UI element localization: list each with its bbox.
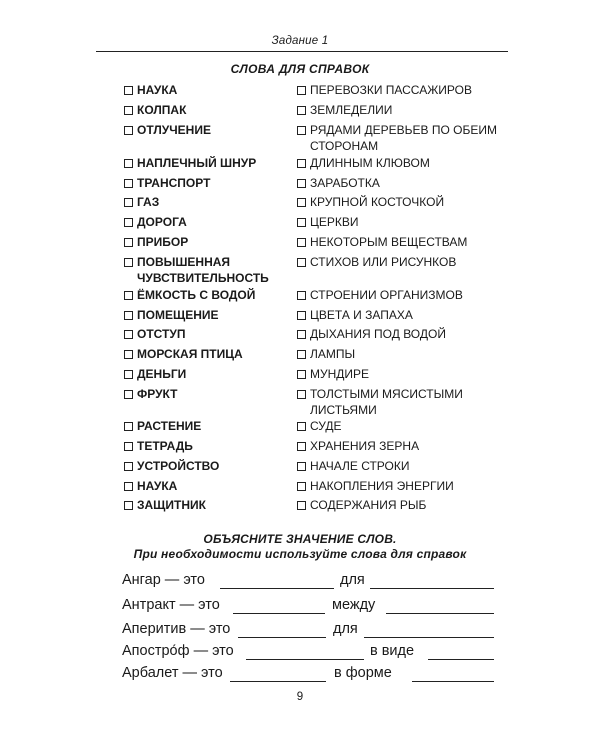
left-item[interactable]: ТРАНСПОРТ	[124, 175, 210, 191]
checkbox-icon[interactable]	[297, 86, 306, 95]
right-item[interactable]: ДЫХАНИЯ ПОД ВОДОЙ	[297, 326, 446, 342]
checkbox-icon[interactable]	[124, 390, 133, 399]
right-item[interactable]: МУНДИРЕ	[297, 366, 369, 382]
left-item[interactable]: РАСТЕНИЕ	[124, 418, 201, 434]
right-item[interactable]: НАЧАЛЕ СТРОКИ	[297, 458, 410, 474]
checkbox-icon[interactable]	[297, 422, 306, 431]
answer-blank[interactable]	[238, 637, 326, 638]
answer-blank[interactable]	[233, 613, 325, 614]
left-item[interactable]: ДЕНЬГИ	[124, 366, 186, 382]
exercise-connector: для	[340, 572, 365, 588]
checkbox-icon[interactable]	[297, 159, 306, 168]
checkbox-icon[interactable]	[297, 442, 306, 451]
left-item[interactable]: МОРСКАЯ ПТИЦА	[124, 346, 243, 362]
checkbox-icon[interactable]	[124, 330, 133, 339]
left-item[interactable]: ЗАЩИТНИК	[124, 497, 206, 513]
right-item[interactable]: РЯДАМИ ДЕРЕВЬЕВ ПО ОБЕИМ СТОРОНАМ	[297, 122, 512, 154]
checkbox-icon[interactable]	[124, 482, 133, 491]
right-item[interactable]: ЦВЕТА И ЗАПАХА	[297, 307, 413, 323]
exercise-connector: для	[333, 621, 358, 637]
checkbox-icon[interactable]	[124, 422, 133, 431]
left-item[interactable]: ПОМЕЩЕНИЕ	[124, 307, 219, 323]
exercise-connector: между	[332, 597, 376, 613]
right-item[interactable]: СОДЕРЖАНИЯ РЫБ	[297, 497, 426, 513]
right-item[interactable]: ЦЕРКВИ	[297, 214, 359, 230]
exercise-word: Аперитив — это	[122, 621, 231, 637]
checkbox-icon[interactable]	[297, 462, 306, 471]
exercise-connector: в форме	[334, 665, 392, 681]
checkbox-icon[interactable]	[297, 370, 306, 379]
exercise-line	[122, 572, 498, 594]
checkbox-icon[interactable]	[124, 370, 133, 379]
header-divider	[96, 51, 508, 52]
checkbox-icon[interactable]	[297, 218, 306, 227]
checkbox-icon[interactable]	[124, 442, 133, 451]
exercise-connector: в виде	[370, 643, 415, 659]
exercise-word: Арбалет — это	[122, 665, 223, 681]
right-item[interactable]: СТРОЕНИИ ОРГАНИЗМОВ	[297, 287, 463, 303]
exercise-instruction: ОБЪЯСНИТЕ ЗНАЧЕНИЕ СЛОВ.	[203, 532, 397, 546]
left-item[interactable]: ДОРОГА	[124, 214, 187, 230]
checkbox-icon[interactable]	[297, 501, 306, 510]
checkbox-icon[interactable]	[124, 350, 133, 359]
checkbox-icon[interactable]	[124, 126, 133, 135]
left-item[interactable]: ОТЛУЧЕНИЕ	[124, 122, 211, 138]
right-item[interactable]: КРУПНОЙ КОСТОЧКОЙ	[297, 194, 444, 210]
page-number: 9	[296, 691, 304, 703]
right-item[interactable]: СТИХОВ ИЛИ РИСУНКОВ	[297, 254, 456, 270]
right-item[interactable]: ТОЛСТЫМИ МЯСИСТЫМИ ЛИСТЬЯМИ	[297, 386, 512, 418]
answer-blank[interactable]	[386, 613, 494, 614]
left-item[interactable]: НАПЛЕЧНЫЙ ШНУР	[124, 155, 256, 171]
checkbox-icon[interactable]	[124, 86, 133, 95]
exercise-line	[122, 665, 498, 687]
left-item[interactable]: ЁМКОСТЬ С ВОДОЙ	[124, 287, 255, 303]
checkbox-icon[interactable]	[124, 179, 133, 188]
checkbox-icon[interactable]	[124, 159, 133, 168]
checkbox-icon[interactable]	[124, 258, 133, 267]
checkbox-icon[interactable]	[297, 106, 306, 115]
checkbox-icon[interactable]	[297, 482, 306, 491]
checkbox-icon[interactable]	[124, 218, 133, 227]
checkbox-icon[interactable]	[297, 258, 306, 267]
reference-title: СЛОВА ДЛЯ СПРАВОК	[230, 62, 370, 76]
left-item[interactable]: ПРИБОР	[124, 234, 188, 250]
left-item[interactable]: НАУКА	[124, 82, 177, 98]
right-item[interactable]: НАКОПЛЕНИЯ ЭНЕРГИИ	[297, 478, 454, 494]
exercise-word: Апостро́ф — это	[122, 643, 234, 659]
left-item[interactable]: ФРУКТ	[124, 386, 178, 402]
left-item[interactable]: УСТРОЙСТВО	[124, 458, 219, 474]
right-item[interactable]: ЛАМПЫ	[297, 346, 355, 362]
checkbox-icon[interactable]	[297, 350, 306, 359]
right-item[interactable]: СУДЕ	[297, 418, 341, 434]
checkbox-icon[interactable]	[124, 198, 133, 207]
checkbox-icon[interactable]	[297, 330, 306, 339]
checkbox-icon[interactable]	[297, 198, 306, 207]
checkbox-icon[interactable]	[124, 106, 133, 115]
checkbox-icon[interactable]	[297, 179, 306, 188]
answer-blank[interactable]	[220, 588, 334, 589]
answer-blank[interactable]	[428, 659, 494, 660]
checkbox-icon[interactable]	[124, 291, 133, 300]
exercise-line	[122, 597, 498, 619]
left-item[interactable]: ТЕТРАДЬ	[124, 438, 193, 454]
checkbox-icon[interactable]	[297, 291, 306, 300]
exercise-word: Ангар — это	[122, 572, 205, 588]
answer-blank[interactable]	[230, 681, 326, 682]
left-item[interactable]: ГАЗ	[124, 194, 159, 210]
answer-blank[interactable]	[370, 588, 494, 589]
exercise-line	[122, 621, 498, 643]
right-item[interactable]: ПЕРЕВОЗКИ ПАССАЖИРОВ	[297, 82, 472, 98]
left-item[interactable]: НАУКА	[124, 478, 177, 494]
checkbox-icon[interactable]	[297, 238, 306, 247]
checkbox-icon[interactable]	[124, 238, 133, 247]
checkbox-icon[interactable]	[124, 311, 133, 320]
left-item[interactable]: ОТСТУП	[124, 326, 185, 342]
exercise-line	[122, 643, 498, 665]
right-item[interactable]: ЗАРАБОТКА	[297, 175, 380, 191]
answer-blank[interactable]	[246, 659, 364, 660]
exercise-instruction-hint: При необходимости используйте слова для справок	[133, 547, 467, 561]
checkbox-icon[interactable]	[124, 501, 133, 510]
checkbox-icon[interactable]	[297, 126, 306, 135]
task-title: Задание 1	[271, 35, 329, 47]
checkbox-icon[interactable]	[297, 390, 306, 399]
exercise-word: Антракт — это	[122, 597, 220, 613]
right-item[interactable]: ХРАНЕНИЯ ЗЕРНА	[297, 438, 419, 454]
checkbox-icon[interactable]	[124, 462, 133, 471]
answer-blank[interactable]	[412, 681, 494, 682]
left-item[interactable]: КОЛПАК	[124, 102, 186, 118]
checkbox-icon[interactable]	[297, 311, 306, 320]
right-item[interactable]: ЗЕМЛЕДЕЛИИ	[297, 102, 392, 118]
answer-blank[interactable]	[364, 637, 494, 638]
right-item[interactable]: ДЛИННЫМ КЛЮВОМ	[297, 155, 430, 171]
right-item[interactable]: НЕКОТОРЫМ ВЕЩЕСТВАМ	[297, 234, 467, 250]
left-item[interactable]: ПОВЫШЕННАЯ ЧУВСТВИТЕЛЬНОСТЬ	[124, 254, 294, 286]
